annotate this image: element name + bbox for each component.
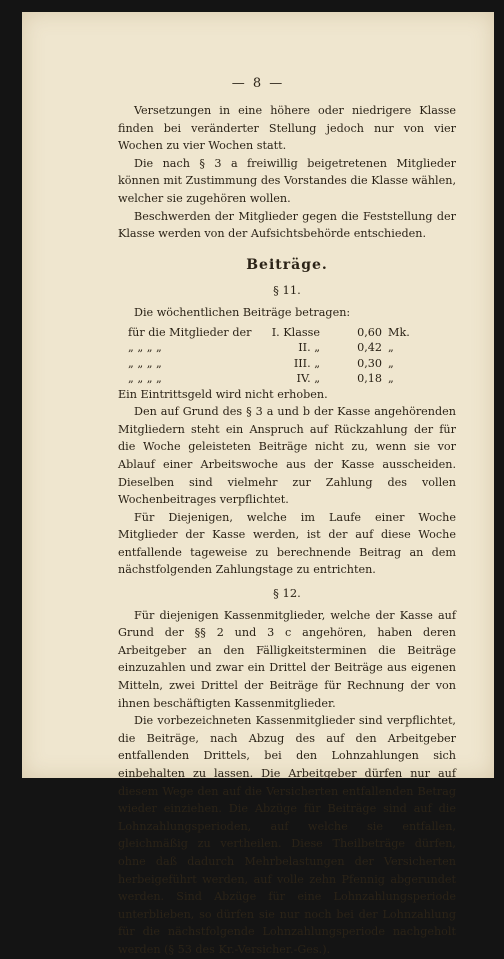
section-11-paragraph-1: Ein Eintrittsgeld wird nicht erhoben.: [118, 387, 328, 401]
intro-paragraph-1: Versetzungen in eine höhere oder niedrigere Klasse finden bei veränderter Stellung jedoch nur von vier Wochen zu vier Wochen statt.: [118, 104, 456, 153]
rate-class: IV. „: [296, 372, 320, 386]
rate-row: [128, 370, 456, 386]
intro-paragraph-2: Die nach § 3 a freiwillig beigetretenen Mitglieder können mit Zustimmung des Vorstandes die Klasse wählen, welcher sie zugehören wollen.: [118, 156, 456, 205]
section-11-lead: Die wöchentlichen Beiträge betragen:: [134, 305, 351, 319]
rate-unit: „: [388, 356, 394, 370]
rate-amount: 0,42: [357, 341, 382, 355]
rate-unit: Mk.: [388, 325, 410, 339]
section-11-title: § 11.: [273, 283, 301, 298]
rate-class: II. „: [298, 341, 320, 355]
rate-unit: „: [388, 341, 394, 355]
section-11-paragraph-2: Den auf Grund des § 3 a und b der Kasse angehörenden Mitgliedern steht ein Anspruch auf Rückzahlung der für die Woche geleisteten Beiträge nicht zu, wenn sie vor Ablauf einer Arbeitswoche aus der Kasse ausscheiden. Dieselben sind vielmehr zur Zahlung des vollen Wochenbeitrages verpflichtet.: [118, 405, 456, 507]
section-12-paragraph-2: Die vorbezeichneten Kassenmitglieder sind verpflichtet, die Beiträge, nach Abzug des auf den Arbeitgeber entfallenden Drittels, bei den Lohnzahlungen sich einbehalten zu lassen. Die Arbeitgeber dürfen nur auf diesem Wege den auf die Versicherten entfallenden Betrag wieder einziehen. Die Abzüge für Beiträge sind auf die Lohnzahlungsperioden, auf welche sie entfallen, gleichmäßig zu vertheilen. Diese Theilbeträge dürfen, ohne daß dadurch Mehrbelastungen der Versicherten herbeigeführt werden, auf volle zehn Pfennig abgerundet werden. Sind Abzüge für eine Lohnzahlungsperiode unterblieben, so dürfen sie nur noch bei der Lohnzahlung für die nächstfolgende Lohnzahlungsperiode nachgeholt werden (§ 53 des Kr.-Versicher.-Ges.).: [118, 714, 456, 956]
rate-class: I. Klasse: [271, 325, 320, 339]
section-12-title: § 12.: [273, 586, 301, 601]
rate-who: „ „ „ „: [128, 341, 162, 355]
rate-row: [128, 339, 456, 355]
intro-paragraph-3: Beschwerden der Mitglieder gegen die Feststellung der Klasse werden von der Aufsichtsbehörde entschieden.: [118, 209, 456, 241]
document-page: [22, 12, 494, 956]
section-heading: Beiträge.: [246, 256, 328, 273]
rate-class: III. „: [293, 356, 320, 370]
rate-row: [128, 324, 456, 340]
page-number: — 8 —: [231, 76, 285, 91]
rate-amount: 0,60: [357, 325, 382, 339]
rate-row: [128, 355, 456, 371]
rate-who: für die Mitglieder der: [128, 325, 252, 339]
section-12-paragraph-1: Für diejenigen Kassenmitglieder, welche der Kasse auf Grund der §§ 2 und 3 c angehören, haben deren Arbeitgeber an den Fälligkeitsterminen die Beiträge einzuzahlen und zwar ein Drittel der Beiträge aus eigenen Mitteln, zwei Drittel der Beiträge für Rechnung der von ihnen beschäftigten Kassenmitglieder.: [118, 608, 456, 710]
rate-who: „ „ „ „: [128, 372, 162, 386]
page-body: [118, 102, 456, 959]
rate-amount: 0,18: [357, 372, 382, 386]
section-11-paragraph-3: Für Diejenigen, welche im Laufe einer Woche Mitglieder der Kasse werden, ist der auf diese Woche entfallende tageweise zu berechnende Beitrag an dem nächstfolgenden Zahlungstage zu entrichten.: [118, 510, 456, 577]
rate-who: „ „ „ „: [128, 356, 162, 370]
rate-unit: „: [388, 372, 394, 386]
rate-amount: 0,30: [357, 356, 382, 370]
rate-table: [128, 324, 456, 386]
